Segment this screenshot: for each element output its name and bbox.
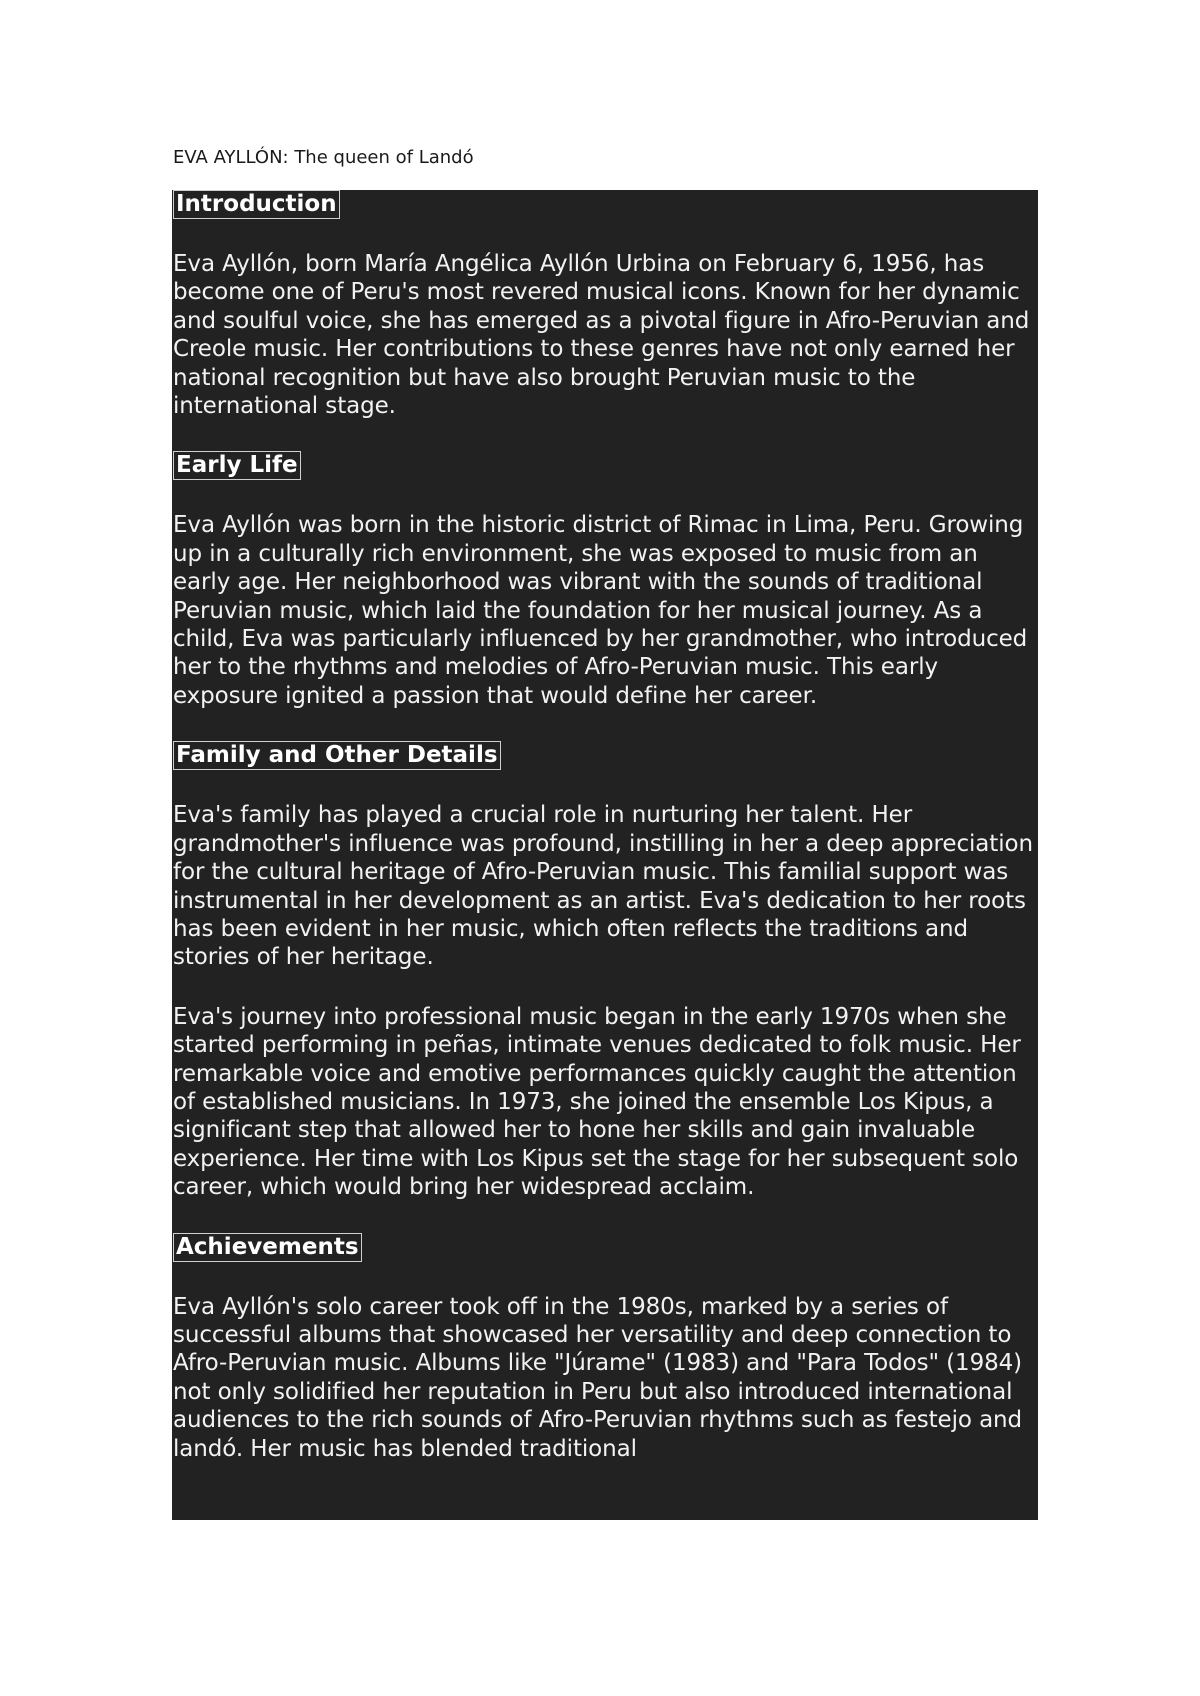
family-paragraph-2: Eva's journey into professional music began in the early 1970s when she started performing in peñas, intimate venues dedicated to folk music. Her remarkable voice and emotive performances quickly caught the attention of established musicians. In 1973, she joined the ensemble Los Kipus, a significant step that allowed her to hone her skills and gain invaluable experience. Her time with Los Kipus set the stage for her subsequent solo career, which would bring her widespread acclaim. [173,1003,1021,1201]
section-heading-family: Family and Other Details [173,741,501,770]
section-introduction [173,190,1038,220]
early-life-paragraph: Eva Ayllón was born in the historic district of Rimac in Lima, Peru. Growing up in a culturally rich environment, she was exposed to music from an early age. Her neighborhood was vibrant with the sounds of traditional Peruvian music, which laid the foundation for her musical journey. As a child, Eva was particularly influenced by her grandmother, who introduced her to the rhythms and melodies of Afro-Peruvian music. This early exposure ignited a passion that would define her career. [173,512,1028,709]
section-achievements [173,1233,1038,1263]
section-early-life [173,451,1038,481]
section-family [173,741,1038,771]
content-panel [172,190,1038,1520]
document-title: EVA AYLLÓN: The queen of Landó [173,147,474,168]
section-heading-early-life: Early Life [173,451,301,480]
achievements-paragraph: Eva Ayllón's solo career took off in the 1980s, marked by a series of successful albums that showcased her versatility and deep connection to Afro-Peruvian music. Albums like "Júrame" (1983) and "Para Todos" (1984) not only solidified her reputation in Peru but also introduced international audiences to the rich sounds of Afro-Peruvian rhythms such as festejo and landó. Her music has blended traditional [173,1293,1023,1462]
section-heading-achievements: Achievements [173,1233,362,1262]
section-heading-introduction: Introduction [173,190,340,219]
introduction-paragraph: Eva Ayllón, born María Angélica Ayllón Urbina on February 6, 1956, has become one of Peru's most revered musical icons. Known for her dynamic and soulful voice, she has emerged as a pivotal figure in Afro-Peruvian and Creole music. Her contributions to these genres have not only earned her national recognition but have also brought Peruvian music to the international stage. [173,251,1030,420]
family-paragraph-1: Eva's family has played a crucial role in nurturing her talent. Her grandmother's influence was profound, instilling in her a deep appreciation for the cultural heritage of Afro-Peruvian music. This familial support was instrumental in her development as an artist. Eva's dedication to her roots has been evident in her music, which often reflects the traditions and stories of her heritage. [173,802,1033,971]
